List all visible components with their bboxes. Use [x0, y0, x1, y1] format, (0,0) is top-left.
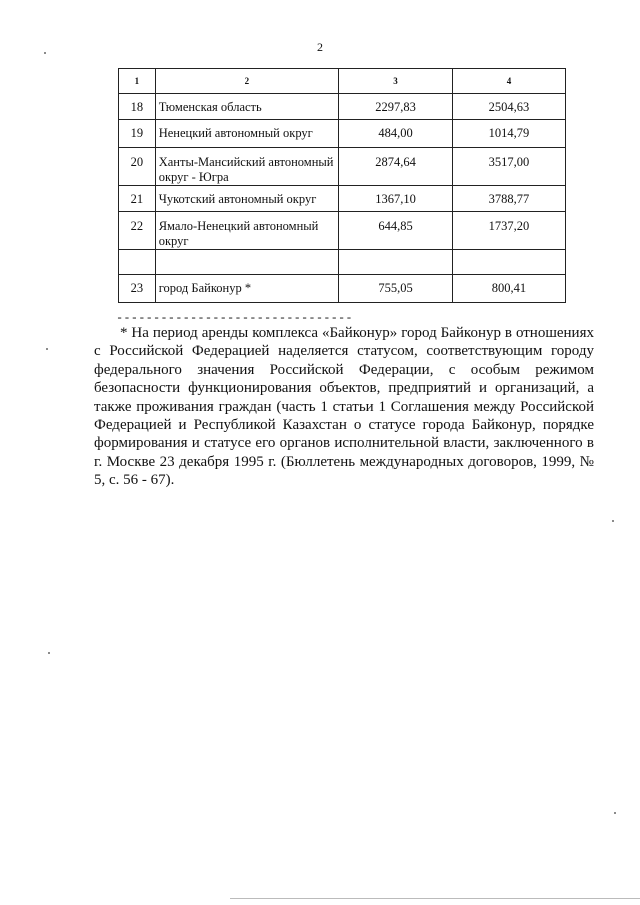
scan-speck — [48, 652, 50, 654]
table-row-empty — [119, 250, 566, 275]
table-header-row — [119, 69, 566, 94]
region-name: Чукотский автономный округ — [155, 186, 338, 212]
scan-speck — [44, 52, 46, 54]
value-col3: 1367,10 — [339, 186, 453, 212]
data-table — [118, 68, 566, 303]
table-row — [119, 212, 566, 250]
table-row — [119, 94, 566, 120]
value-col3: 755,05 — [339, 275, 453, 303]
row-number: 23 — [119, 275, 156, 303]
value-col3: 644,85 — [339, 212, 453, 250]
page-number: 2 — [317, 40, 323, 54]
region-name: город Байконур * — [155, 275, 338, 303]
column-header: 3 — [339, 69, 453, 94]
scan-speck — [614, 812, 616, 814]
value-col4: 800,41 — [452, 275, 565, 303]
table-row — [119, 148, 566, 186]
column-header: 2 — [155, 69, 338, 94]
table-row — [119, 120, 566, 148]
value-col3: 484,00 — [339, 120, 453, 148]
region-name: Ямало-Ненецкий автономный округ — [155, 212, 338, 250]
footnote-separator: -------------------------------- — [116, 311, 353, 325]
value-col3: 2297,83 — [339, 94, 453, 120]
value-col4: 2504,63 — [452, 94, 565, 120]
scan-speck — [46, 348, 48, 350]
region-name: Ханты-Мансийский автономный округ - Югра — [155, 148, 338, 186]
region-name: Ненецкий автономный округ — [155, 120, 338, 148]
row-number — [119, 250, 156, 275]
column-header: 1 — [119, 69, 156, 94]
table-row — [119, 186, 566, 212]
row-number: 20 — [119, 148, 156, 186]
value-col4: 1737,20 — [452, 212, 565, 250]
value-col4: 3788,77 — [452, 186, 565, 212]
scan-speck — [612, 520, 614, 522]
column-header: 4 — [452, 69, 565, 94]
scan-edge-line — [230, 898, 640, 899]
row-number: 22 — [119, 212, 156, 250]
value-col4: 1014,79 — [452, 120, 565, 148]
value-col3: 2874,64 — [339, 148, 453, 186]
value-col3 — [339, 250, 453, 275]
footnote-text: * На период аренды комплекса «Байконур» город Байконур в отношениях с Российской Федерацией наделяется статусом, соответствующим городу федерального значения Российской Федерации, с особым режимом безопасности функционирования объектов, предприятий и организаций, а также проживания граждан (часть 1 статьи 1 Соглашения между Российской Федерацией и Республикой Казахстан о статусе города Байконур, порядке формирования и статусе его органов исполнительной власти, заключенного в г. Москве 23 декабря 1995 г. (Бюллетень международных договоров, 1999, № 5, с. 56 - 67). — [94, 325, 594, 489]
value-col4: 3517,00 — [452, 148, 565, 186]
region-name — [155, 250, 338, 275]
value-col4 — [452, 250, 565, 275]
row-number: 18 — [119, 94, 156, 120]
row-number: 19 — [119, 120, 156, 148]
table-row — [119, 275, 566, 303]
row-number: 21 — [119, 186, 156, 212]
region-name: Тюменская область — [155, 94, 338, 120]
